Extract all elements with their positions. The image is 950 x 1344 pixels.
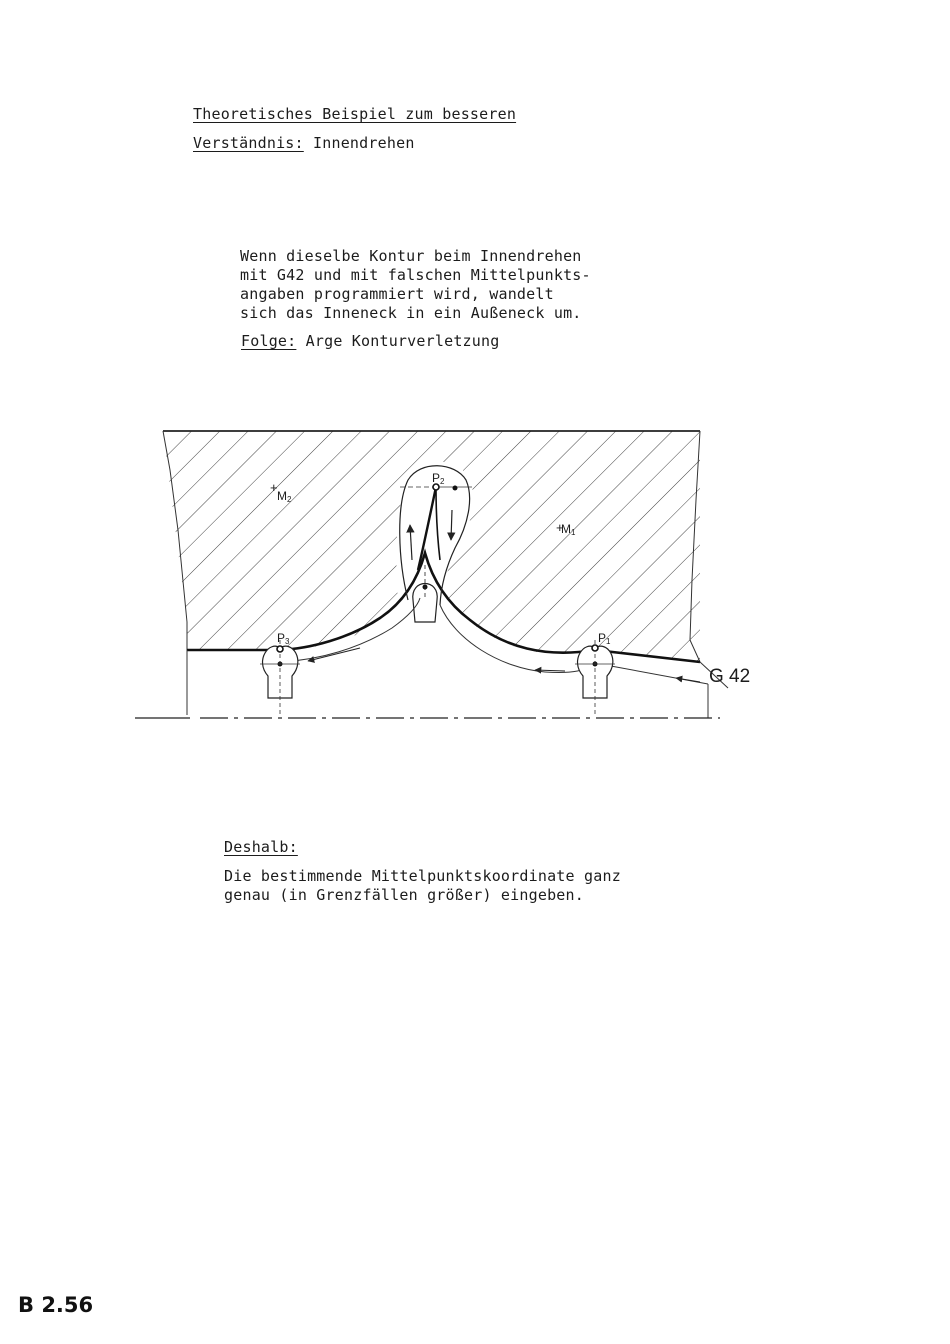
tool-insert-p3 (260, 640, 300, 715)
label-m1: M1 (561, 522, 576, 537)
label-m2: M2 (277, 489, 292, 504)
tool-insert-p1 (575, 640, 615, 715)
paragraph-line: mit G42 und mit falschen Mittelpunkts- (240, 266, 591, 284)
paragraph-line: Wenn dieselbe Kontur beim Innendrehen (240, 247, 582, 265)
label-g42: G 42 (709, 666, 751, 687)
consequence-label: Folge: (241, 332, 297, 350)
conclusion-label: Deshalb: (224, 838, 298, 856)
label-p3: P3 (277, 631, 290, 646)
paragraph-line: sich das Inneneck in ein Außeneck um. (240, 304, 582, 322)
conclusion-line: genau (in Grenzfällen größer) eingeben. (224, 886, 584, 904)
page-number: B 2.56 (18, 1293, 94, 1317)
consequence-text: Arge Konturverletzung (296, 332, 500, 350)
heading-topic: Innendrehen (303, 134, 415, 152)
conclusion-text (224, 867, 621, 905)
m2-plus: + (270, 480, 278, 495)
conclusion-line: Die bestimmende Mittelpunktskoordinate ganz (224, 867, 621, 885)
path-arrow-mid (535, 670, 565, 671)
heading-line-1: Theoretisches Beispiel zum besseren (193, 105, 517, 123)
path-arrow-right (676, 678, 700, 682)
label-p2: P2 (432, 471, 445, 486)
path-arrow-left (308, 648, 360, 661)
paragraph-line: angaben programmiert wird, wandelt (240, 285, 554, 303)
tool-center-dot (453, 486, 458, 491)
heading-label: Verständnis: (193, 134, 304, 152)
m1-plus: + (556, 520, 564, 535)
label-p1: P1 (598, 631, 611, 646)
